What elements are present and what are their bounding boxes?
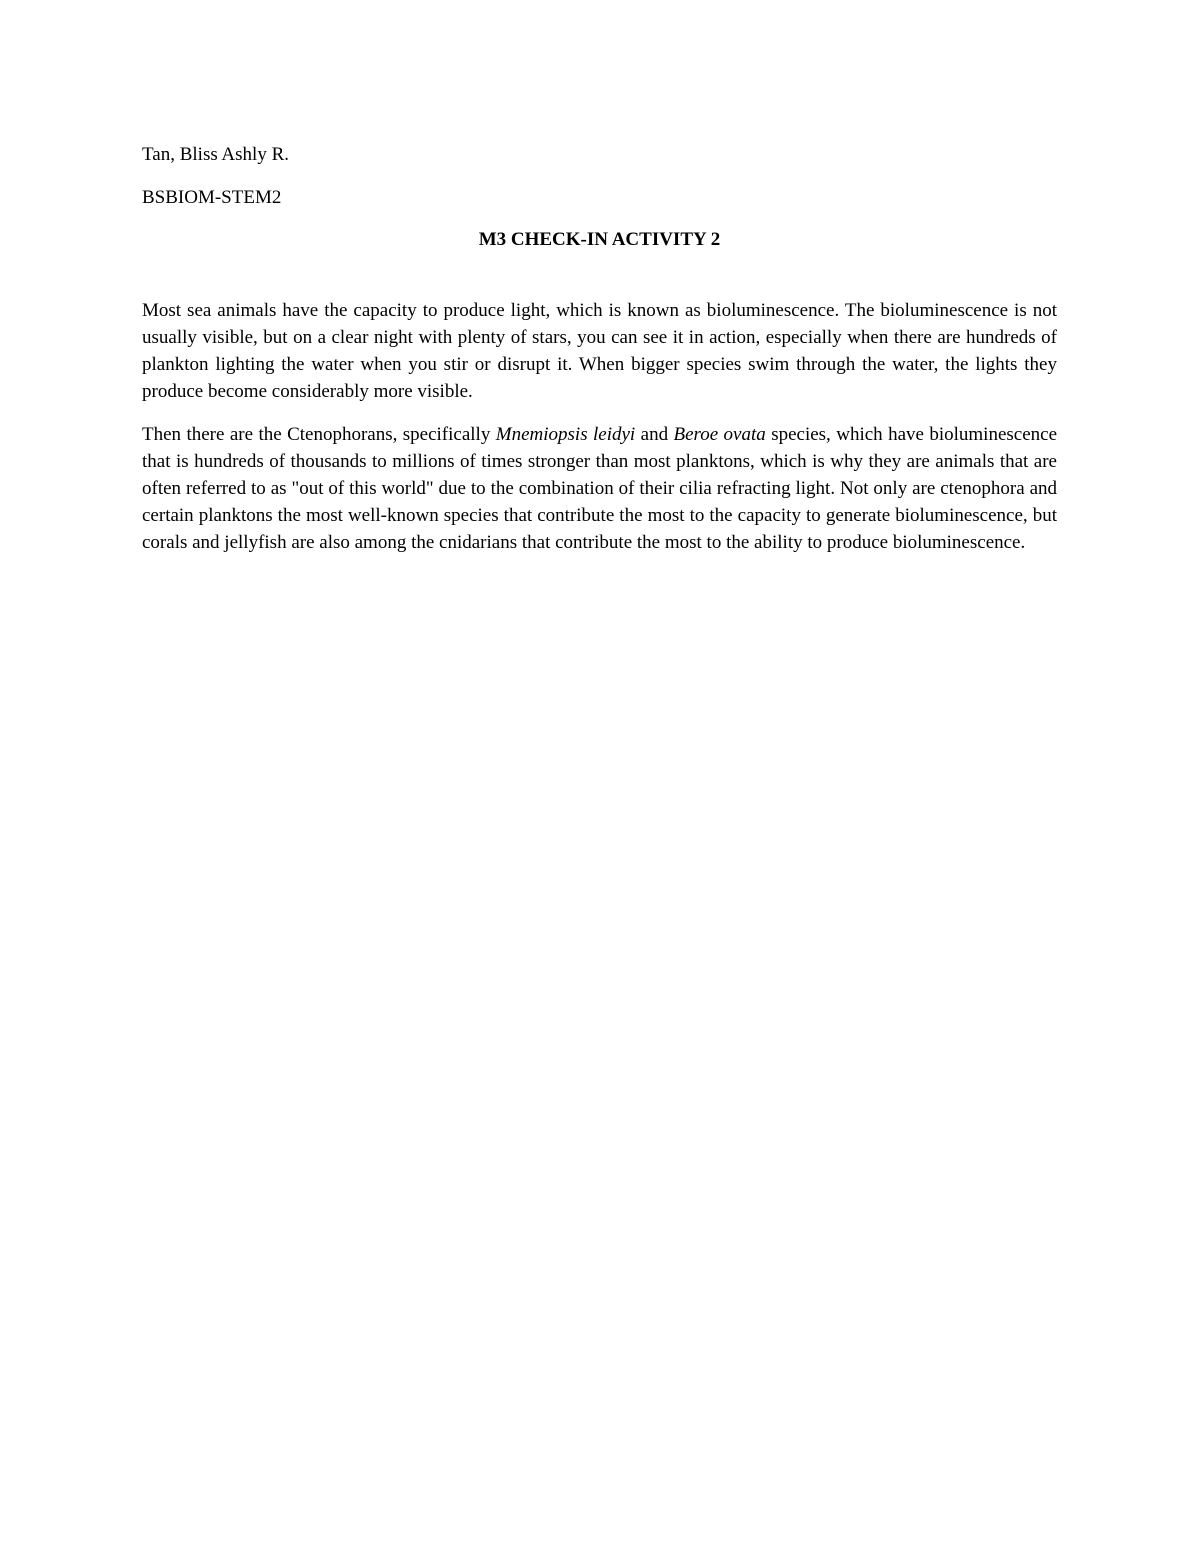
course-section: BSBIOM-STEM2	[142, 187, 282, 208]
paragraph-1: Most sea animals have the capacity to produce light, which is known as bioluminescence. The bioluminescence is not usually visible, but on a clear night with plenty of stars, you can see it in action, especially when there are hundreds of plankton lighting the water when you stir or disrupt it. When bigger species swim through the water, the lights they produce become considerably more visible.	[142, 300, 1057, 402]
author-name: Tan, Bliss Ashly R.	[142, 144, 289, 165]
paragraph-2-text-2: and	[635, 424, 674, 445]
document-title: M3 CHECK-IN ACTIVITY 2	[478, 229, 721, 250]
paragraph-2-text-1: Then there are the Ctenophorans, specifically	[142, 424, 496, 445]
species-name-mnemiopsis: Mnemiopsis leidyi	[495, 424, 636, 445]
document-body	[142, 142, 1057, 572]
paragraph-2	[142, 421, 1057, 556]
paragraph-2-text-3: species, which have bioluminescence that is hundreds of thousands to millions of times stronger than most planktons, which is why they are animals that are often referred to as "out of this world" due to the combination of their cilia refracting light. Not only are ctenophora and certain planktons the most well-known species that contribute the most to the capacity to generate bioluminescence, but corals and jellyfish are also among the cnidarians that contribute the most to the ability to produce bioluminescence.	[142, 424, 1058, 553]
species-name-beroe: Beroe ovata	[673, 424, 766, 445]
